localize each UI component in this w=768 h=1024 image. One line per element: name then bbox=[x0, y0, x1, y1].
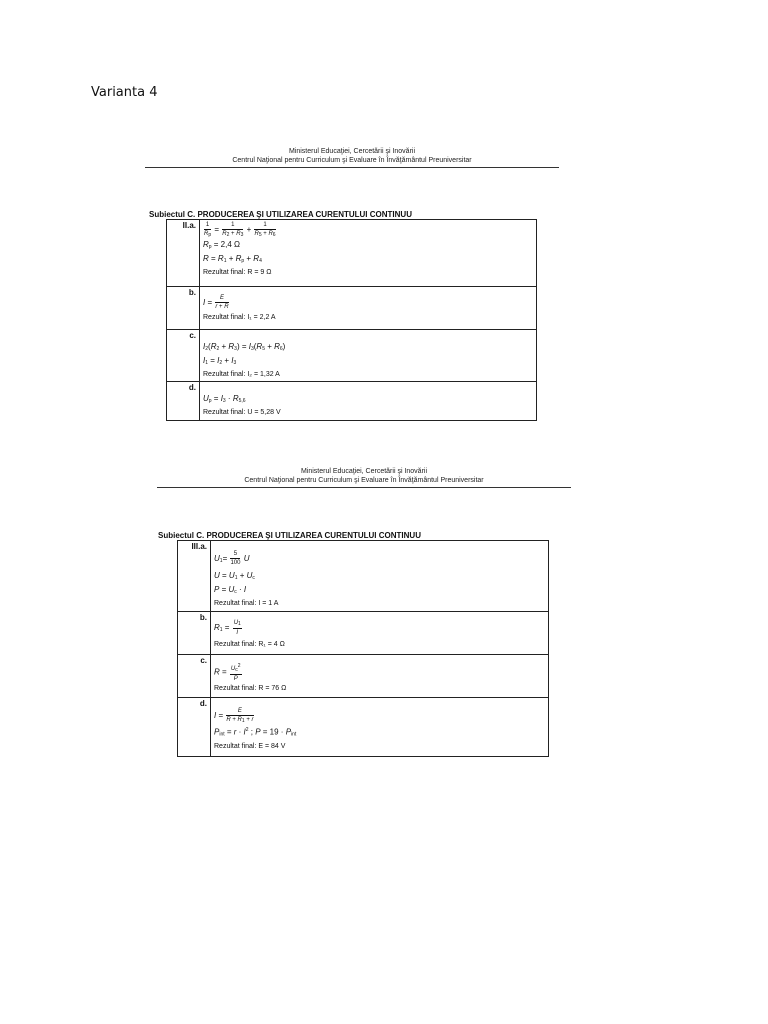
final-result: Rezultat final: I₁ = 2,2 A bbox=[203, 314, 276, 321]
table-row bbox=[167, 287, 537, 330]
row-content bbox=[211, 612, 549, 655]
row-label: III.a. bbox=[178, 541, 211, 612]
table-row bbox=[178, 541, 549, 612]
table-row bbox=[178, 698, 549, 757]
formula-line: $I_1 = I_2 + I_3$ bbox=[203, 356, 237, 366]
formula-line: $R_1$ = $\frac{U_1}{I}$ bbox=[214, 620, 241, 636]
row-content bbox=[211, 655, 549, 698]
solution-table-1 bbox=[166, 219, 537, 421]
row-label: c. bbox=[178, 655, 211, 698]
formula-line: R = $\frac{U_c^2}{P}$ bbox=[214, 663, 241, 682]
row-content bbox=[200, 287, 537, 330]
row-content bbox=[200, 220, 537, 287]
header-rule bbox=[145, 167, 559, 168]
formula-line: $P_{int} = r \cdot I^2$ ; $P = 19 \cdot P_{int}$ bbox=[214, 727, 297, 738]
formula-line: I = $\frac{E}{R + R_1 + r}$ bbox=[214, 708, 254, 724]
formula-line: $U_p = I_3 \cdot R_{5,6}$ bbox=[203, 394, 246, 404]
row-label: d. bbox=[167, 382, 200, 421]
formula-line: $R_p = 2,4$ Ω bbox=[203, 240, 241, 251]
final-result: Rezultat final: I = 1 A bbox=[214, 600, 279, 607]
final-result: Rezultat final: R = 9 Ω bbox=[203, 269, 272, 277]
solution-table-2 bbox=[177, 540, 549, 757]
table-row bbox=[167, 220, 537, 287]
row-content bbox=[211, 698, 549, 757]
final-result: Rezultat final: U = 5,28 V bbox=[203, 409, 281, 416]
final-result: Rezultat final: R₁ = 4 Ω bbox=[214, 641, 285, 649]
row-label: d. bbox=[178, 698, 211, 757]
formula-line: $\frac{1}{R_p}$ = $\frac{1}{R_2 + R_3}$ + $\frac{1}{R_5 + R_6}$ bbox=[204, 222, 276, 238]
center-name: Centrul Naţional pentru Curriculum şi Evaluare în Învăţământul Preuniversitar bbox=[232, 157, 472, 164]
table-row bbox=[178, 655, 549, 698]
table-row bbox=[178, 612, 549, 655]
row-content bbox=[200, 382, 537, 421]
row-label: b. bbox=[167, 287, 200, 330]
formula-line: $I_2(R_2 + R_3) = I_3(R_5 + R_6)$ bbox=[203, 342, 286, 352]
header-rule bbox=[157, 487, 571, 488]
final-result: Rezultat final: R = 76 Ω bbox=[214, 685, 287, 692]
final-result: Rezultat final: E = 84 V bbox=[214, 742, 286, 750]
table-row bbox=[167, 382, 537, 421]
page-title: Varianta 4 bbox=[91, 85, 158, 100]
formula-line: I = $\frac{E}{r + R}$ bbox=[203, 295, 229, 311]
ministry-name: Ministerul Educaţiei, Cercetării şi Inovării bbox=[300, 468, 428, 475]
formula-line: $U_1=$ $\frac{5}{100}$ U bbox=[214, 551, 250, 567]
row-label: b. bbox=[178, 612, 211, 655]
ministry-header-2 bbox=[157, 467, 571, 485]
row-content bbox=[200, 330, 537, 382]
final-result: Rezultat final: I₂ = 1,32 A bbox=[203, 371, 280, 378]
ministry-header-1 bbox=[145, 147, 559, 165]
formula-line: $P = U_c \cdot I$ bbox=[214, 585, 247, 595]
formula-line: $U = U_1 + U_c$ bbox=[214, 571, 255, 581]
formula-line: $R = R_1 + R_p + R_4$ bbox=[203, 254, 262, 265]
subject-heading-1: Subiectul C. PRODUCEREA ŞI UTILIZAREA CURENTULUI CONTINUU bbox=[149, 210, 412, 219]
center-name: Centrul Naţional pentru Curriculum şi Evaluare în Învăţământul Preuniversitar bbox=[244, 477, 484, 484]
subject-heading-2: Subiectul C. PRODUCEREA ŞI UTILIZAREA CURENTULUI CONTINUU bbox=[158, 531, 421, 540]
row-label: c. bbox=[167, 330, 200, 382]
table-row bbox=[167, 330, 537, 382]
ministry-name: Ministerul Educaţiei, Cercetării şi Inovării bbox=[288, 148, 416, 155]
row-content bbox=[211, 541, 549, 612]
row-label: II.a. bbox=[167, 220, 200, 287]
